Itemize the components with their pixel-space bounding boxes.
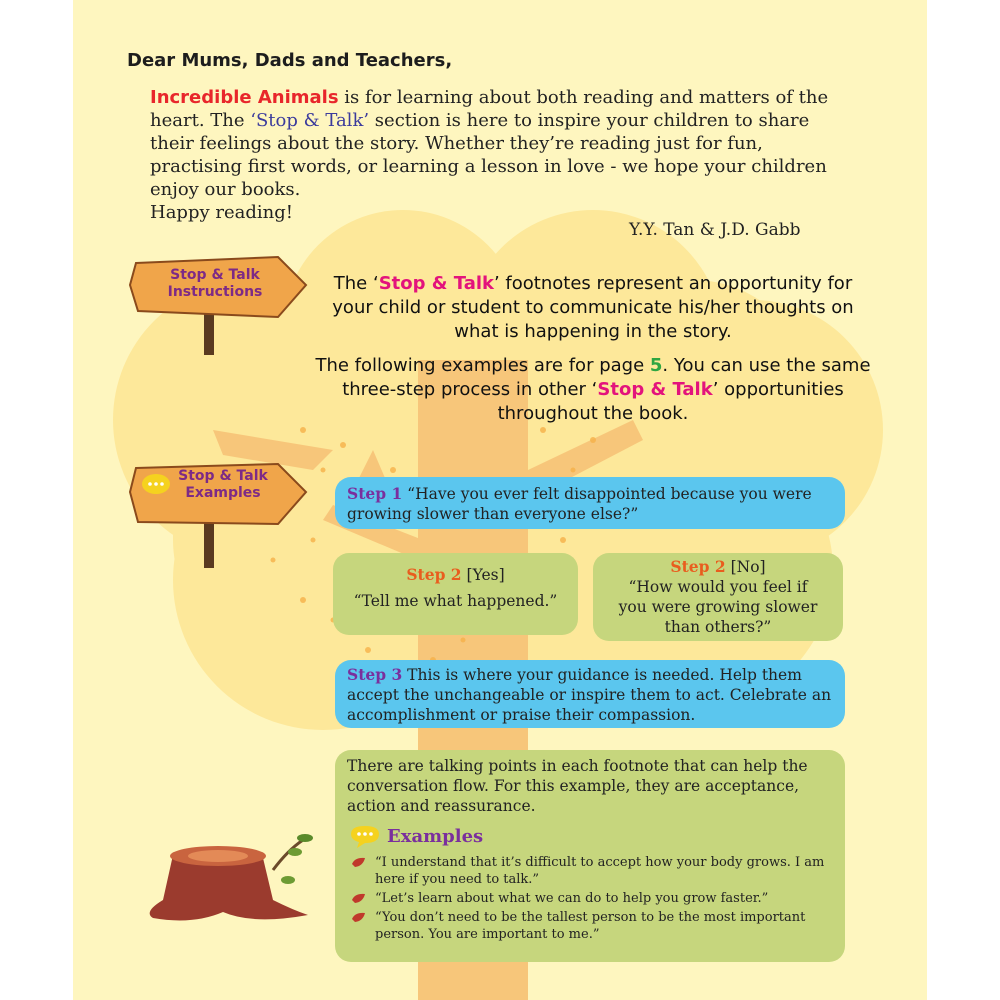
leaf-bullet-icon (351, 911, 367, 923)
list-item: “Let’s learn about what we can do to help you grow faster.” (347, 890, 833, 907)
instructions-text: The ‘Stop & Talk’ footnotes represent an opportunity for your child or student to communicate his/her thoughts on what is happening in the story. The following examples are for page 5. You can use the same three-step process in other ‘Stop & Talk’ opportunities throughout the book. (315, 273, 871, 424)
step2-no-box: Step 2 [No] “How would you feel if you were growing slower than others?” (593, 553, 843, 641)
talking-points-box (335, 750, 845, 962)
leaf-bullet-icon (351, 856, 367, 868)
closing-line: Happy reading! (150, 202, 293, 223)
authors: Y.Y. Tan & J.D. Gabb (629, 220, 801, 240)
page (73, 0, 927, 1000)
sign-instructions: Stop & Talk Instructions (128, 245, 308, 355)
stop-talk-term: ‘Stop & Talk’ (250, 110, 370, 131)
sign-examples: Stop & Talk Examples (128, 458, 308, 568)
tree-stump-icon (150, 834, 313, 920)
step2-yes-box: Step 2 [Yes] “Tell me what happened.” (333, 553, 578, 635)
speech-bubble-icon (347, 824, 383, 850)
examples-list (347, 854, 833, 943)
step1-box: Step 1 “Have you ever felt disappointed because you were growing slower than everyone else?” (335, 477, 845, 529)
talking-points-text: There are talking points in each footnote that can help the conversation flow. For this example, they are acceptance, action and reassurance. (347, 757, 808, 815)
list-item: “I understand that it’s difficult to accept how your body grows. I am here if you need to talk.” (347, 854, 833, 888)
leaf-bullet-icon (351, 892, 367, 904)
examples-heading: Examples (387, 826, 484, 847)
greeting: Dear Mums, Dads and Teachers, (127, 50, 453, 71)
book-title: Incredible Animals (150, 87, 339, 108)
list-item: “You don’t need to be the tallest person to be the most important person. You are important to me.” (347, 909, 833, 943)
step3-box: Step 3 This is where your guidance is needed. Help them accept the unchangeable or inspire them to act. Celebrate an accomplishment or praise their compassion. (335, 660, 845, 728)
intro-paragraph: Incredible Animals is for learning about both reading and matters of the heart. The ‘Stop & Talk’ section is here to inspire your children to share their feelings about the story. Whether they’re reading just for fun, practising first words, or learning a lesson in love - we hope your children enjoy our books. Happy reading! (150, 87, 829, 223)
